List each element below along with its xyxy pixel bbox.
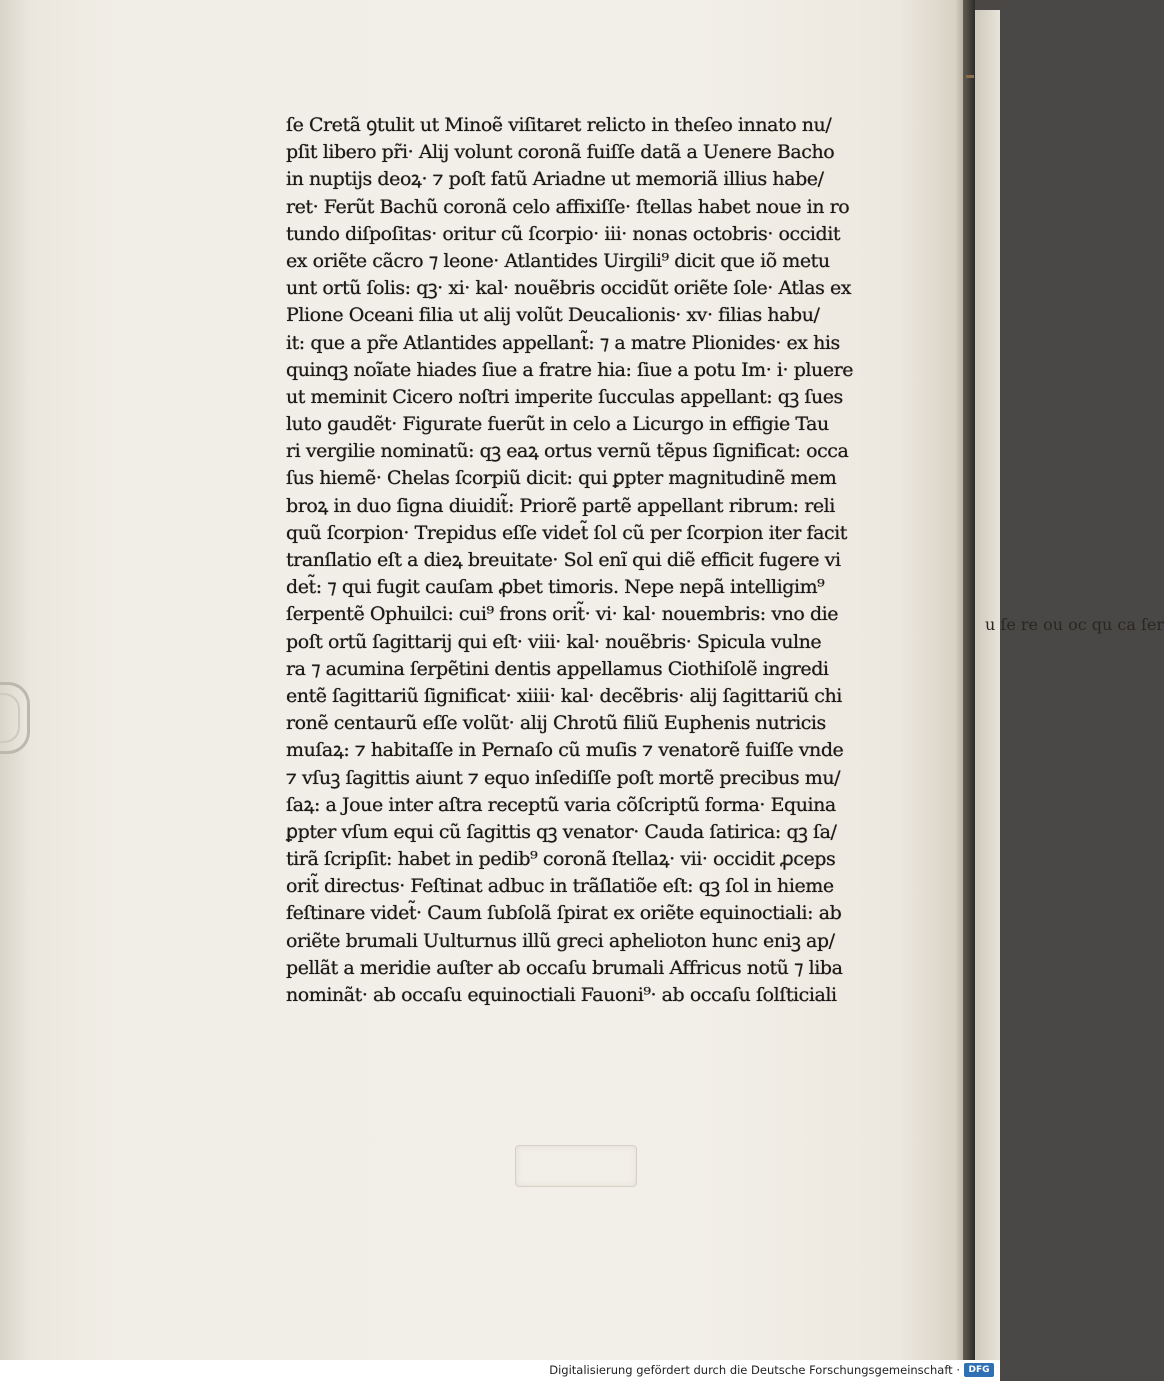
text-line: broꝝ in duo ſigna diuidit̃: Priorẽ partẽ appellant ribrum: reli — [286, 494, 835, 517]
text-line: ri vergilie nominatũ: qꝫ eaꝝ ortus vernũ tẽpus ſignificat: occa — [286, 440, 849, 463]
funding-footer — [0, 1360, 1000, 1381]
text-line: ⁊ vſuꝫ ſagittis aiunt ⁊ equo inſediſſe poſt mortẽ precibus mu/ — [286, 766, 841, 789]
text-line: poſt ortũ ſagittarij qui eſt· viii· kal· nouẽbris· Spicula vulne — [286, 630, 822, 653]
text-line: pſit libero pr̃i· Alij volunt coronã fuiſſe datã a Uenere Bacho — [286, 141, 835, 164]
page-clip — [0, 682, 30, 754]
text-line: ex oriẽte cãcro ⁊ leone· Atlantides Uirgili⁹ dicit que iõ metu — [286, 249, 830, 272]
text-line: ra ⁊ acumina ſerpẽtini dentis appellamus Ciothiſolẽ ingredi — [286, 657, 829, 680]
text-line: it: que a pr̃e Atlantides appellant̃: ⁊ a matre Plionides· ex his — [286, 331, 840, 354]
text-line: ronẽ centaurũ eſſe volũt· alij Chrotũ filiũ Euphenis nutricis — [286, 712, 826, 735]
text-line: tundo diſpoſitas· oritur cũ ſcorpio· iii· nonas octobris· occidit — [286, 222, 841, 245]
text-line: Plione Oceani filia ut alij volũt Deucalionis· xv· filias habu/ — [286, 304, 820, 327]
text-line: nominãt· ab occaſu equinoctiali Fauoni⁹· ab occaſu ſolſticiali — [286, 984, 837, 1006]
text-line: tranſlatio eſt a dieꝝ breuitate· Sol enĩ qui diẽ efficit fugere vi — [286, 549, 841, 571]
facing-page-text-fragment: u ſe re ou oc qu ca ſer — [985, 615, 1164, 634]
text-line: in nuptijs deoꝝ· ⁊ poſt fatũ Ariadne ut memoriã illius habe/ — [286, 168, 824, 191]
text-line: ſe Cretã ꝯtulit ut Minoẽ viſitaret relicto in theſeo innato nu/ — [286, 114, 832, 136]
text-line: ſaꝝ: a Joue inter aſtra receptũ varia cõſcriptũ forma· Equina — [286, 793, 836, 816]
text-line: ut meminit Cicero noſtri imperite ſucculas appellant: qꝫ ſues — [286, 385, 843, 408]
text-line: feſtinare videt̃· Caum ſubſolã ſpirat ex oriẽte equinoctiali: ab — [286, 902, 842, 925]
funding-credit: Digitalisierung gefördert durch die Deutsche Forschungsgemeinschaft · — [549, 1363, 960, 1377]
page-clip-inner — [0, 693, 20, 743]
text-line: ꝑpter vſum equi cũ ſagittis qꝫ venator· Cauda ſatirica: qꝫ ſa/ — [286, 820, 837, 843]
text-line: orit̃ directus· Feſtinat adbuc in trãſlatiõe eſt: qꝫ ſol in hieme — [286, 875, 834, 898]
blind-stamp-impression — [515, 1145, 637, 1187]
text-line: quũ ſcorpion· Trepidus eſſe videt̃ ſol cũ per ſcorpion iter facit — [286, 521, 847, 544]
text-line: tirã ſcripſit: habet in pedib⁹ coronã ſtellaꝝ· vii· occidit ꝓceps — [286, 848, 836, 871]
text-line: luto gaudẽt· Figurate fuerũt in celo a Licurgo in effigie Tau — [286, 413, 829, 436]
page-edge-mark — [966, 75, 974, 78]
text-line: muſaꝝ: ⁊ habitaſſe in Pernaſo cũ muſis ⁊ venatorẽ fuiſſe vnde — [286, 739, 844, 762]
text-line: det̃: ⁊ qui fugit cauſam ꝓbet timoris. Nepe nepã intelligim⁹ — [286, 576, 825, 599]
dfg-logo[interactable]: DFG — [964, 1363, 994, 1377]
text-line: pellãt a meridie auſter ab occaſu brumali Affricus notũ ⁊ liba — [286, 956, 843, 979]
text-line: ret· Ferũt Bachũ coronã celo affixiſſe· ſtellas habet noue in ro — [286, 195, 850, 218]
text-line: entẽ ſagittariũ ſignificat· xiiii· kal· decẽbris· alij ſagittariũ chi — [286, 684, 842, 707]
text-line: unt ortũ ſolis: qꝫ· xi· kal· nouẽbris occidũt oriẽte ſole· Atlas ex — [286, 277, 852, 300]
text-line: oriẽte brumali Uulturnus illũ greci aphelioton hunc eniꝫ ap/ — [286, 929, 835, 952]
text-line: ſerpentẽ Ophuilci: cui⁹ frons orit̃· vi· kal· nouembris: vno die — [286, 603, 839, 626]
text-line: ſus hiemẽ· Chelas ſcorpiũ dicit: qui ꝑpter magnitudinẽ mem — [286, 467, 837, 490]
text-line: quinqꝫ noĩate hiades ſiue a fratre hia: ſiue a potu Im· i· pluere — [286, 358, 854, 381]
printed-text-block — [286, 112, 886, 1009]
